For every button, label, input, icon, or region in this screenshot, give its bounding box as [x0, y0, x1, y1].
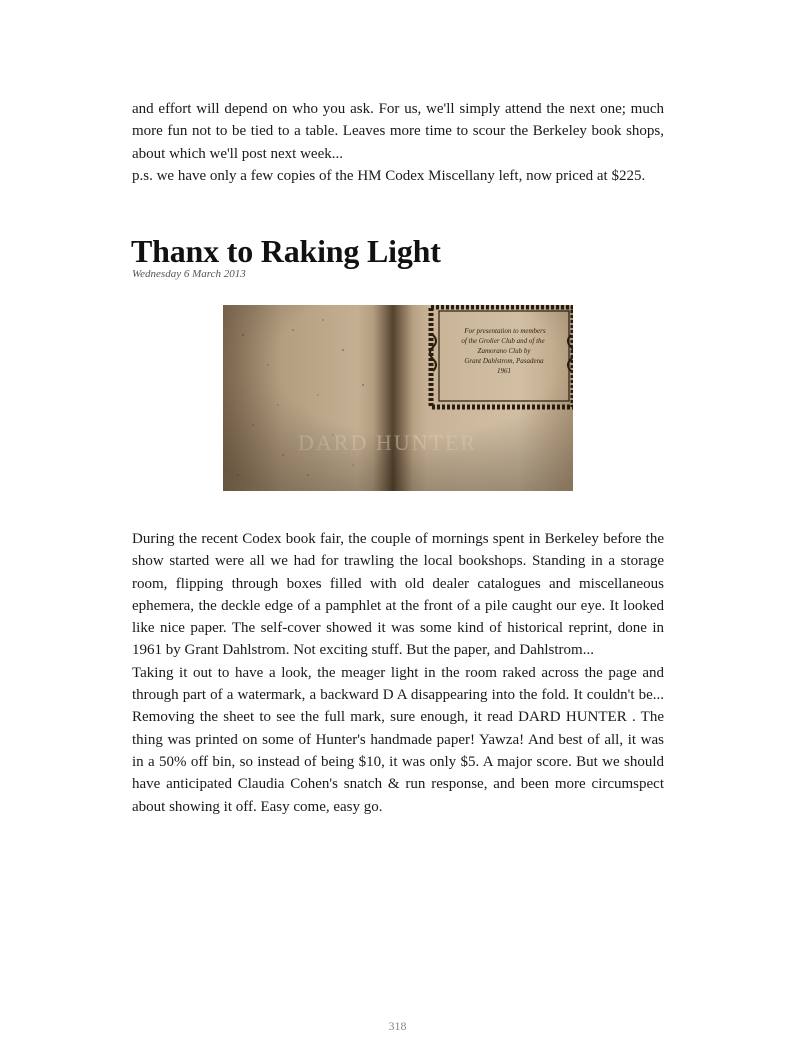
post-title[interactable]: Thanx to Raking Light: [131, 233, 441, 269]
paragraph: During the recent Codex book fair, the couple of mornings spent in Berkeley before the show started were all we had for trawling the local bookshops. Standing in a storage room, flipping through boxes filled with old dealer catalogues and miscellaneous ephemera, the deckle edge of a pamphlet at the front of a pile caught our eye. It looked like nice paper. The self-cover showed it was some kind of historical reprint, done in 1961 by Grant Dahlstrom. Not exciting stuff. But the paper, and Dahlstrom...: [132, 531, 664, 659]
paragraph: and effort will depend on who you ask. For us, we'll simply attend the next one; much more fun not to be tied to a table. Leaves more time to scour the Berkeley book shops, about which we'll post next week...: [132, 101, 664, 162]
paragraph: Taking it out to have a look, the meager light in the room raked across the page and through part of a watermark, a backward D A disappearing into the fold. It couldn't be... Removing the sheet to see the full mark, sure enough, it read DARD HUNTER . The thing was printed on some of Hunter's handmade paper! Yawza! And best of all, it was in a 50% off bin, so instead of being $10, it was only $5. A major score. But we should have anticipated Claudia Cohen's snatch & run response, and been more circumspect about showing it off. Easy come, easy go.: [132, 664, 664, 815]
post-body: [132, 528, 664, 818]
post-date: Wednesday 6 March 2013: [132, 268, 246, 280]
previous-post-text: [132, 98, 664, 187]
paragraph: p.s. we have only a few copies of the HM Codex Miscellany left, now priced at $225.: [132, 167, 646, 184]
pamphlet-photo: [223, 305, 573, 491]
page-number: 318: [388, 1019, 407, 1033]
